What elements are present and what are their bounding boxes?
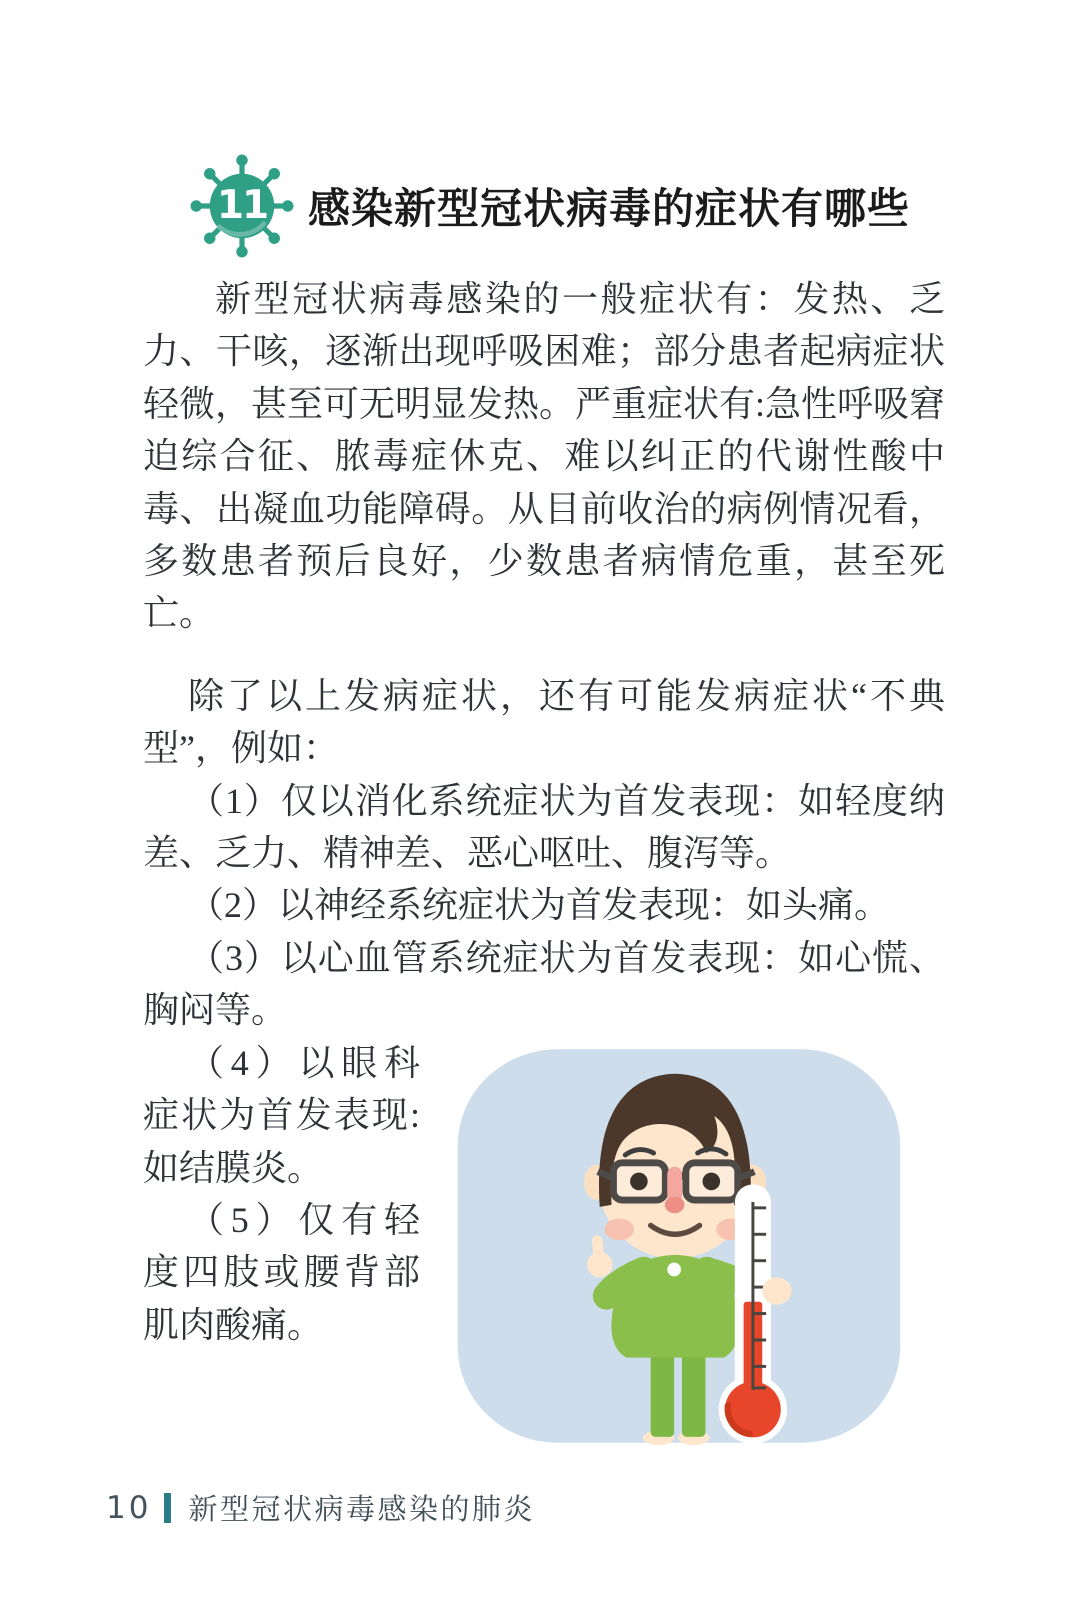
virus-number-badge [190,154,294,258]
list-item-4: （4）以眼科症状为首发表现:如结膜炎。 [143,1042,420,1188]
list-item-5: （5）仅有轻度四肢或腰背部肌肉酸痛。 [143,1199,420,1345]
page-footer [106,1487,535,1528]
page-number: 10 [106,1489,152,1526]
holding-hand [762,1277,791,1304]
chapter-number: 11 [216,182,268,228]
footer-separator-bar [164,1493,171,1523]
paragraph-atypical-intro: 除了以上发病症状，还有可能发病症状“不典型”，例如： [143,675,945,769]
body-text [143,273,945,1451]
wrap-zone [143,1037,945,1351]
list-item-3: （3）以心血管系统症状为首发表现：如心慌、胸闷等。 [143,937,945,1031]
paragraph-symptoms: 新型冠状病毒感染的一般症状有：发热、乏力、干咳，逐渐出现呼吸困难；部分患者起病症状轻微，甚至可无明显发热。严重症状有:急性呼吸窘迫综合征、脓毒症休克、难以纠正的代谢性酸中毒、出凝血功能障碍。从目前收治的病例情况看，多数患者预后良好，少数患者病情危重，甚至死亡。 [143,279,946,634]
footer-book-title: 新型冠状病毒感染的肺炎 [188,1492,535,1526]
chapter-header [190,150,910,262]
illustration-man-with-thermometer [450,1043,910,1451]
page-title: 感染新型冠状病毒的症状有哪些 [308,184,911,233]
list-item-2: （2）以神经系统症状为首发表现：如头痛。 [188,885,891,926]
list-item-1: （1）仅以消化系统症状为首发表现：如轻度纳差、乏力、精神差、恶心呕吐、腹泻等。 [143,780,945,874]
man-thermometer-graphic [450,1043,910,1451]
